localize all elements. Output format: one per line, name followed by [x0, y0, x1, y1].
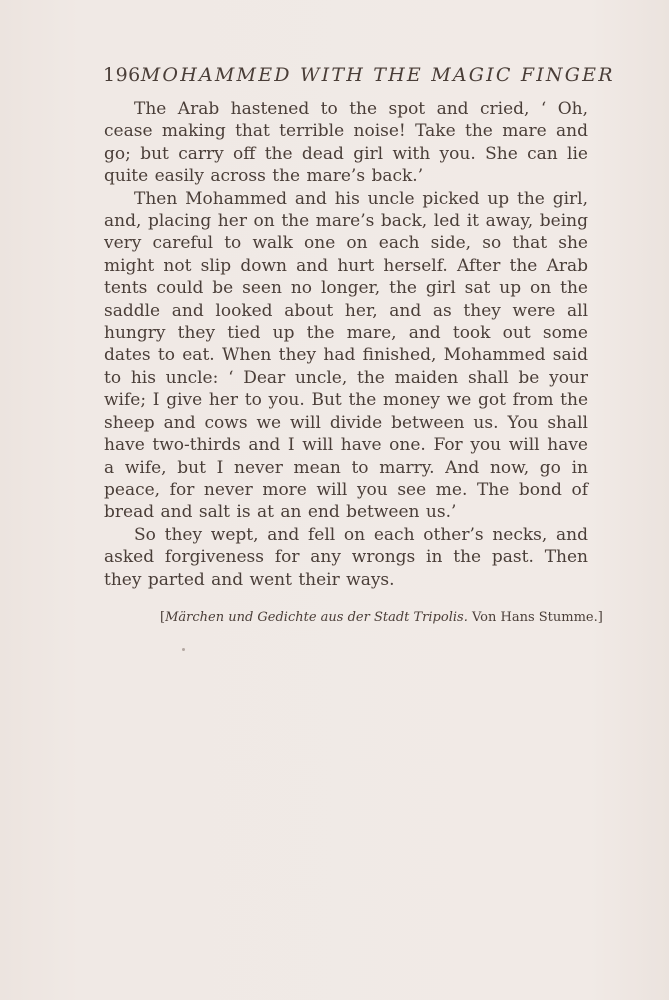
paragraph-1: The Arab hastened to the spot and cried, ‘ Oh, cease making that terrible noise! Take the mare and go; but carry off the dead girl with you. She can lie quite easily across the mare’s back.’: [104, 99, 588, 187]
page-number: 196: [103, 64, 141, 86]
story-text: [104, 98, 588, 591]
source-citation: [160, 610, 603, 625]
citation-author: Von Hans Stumme.]: [467, 610, 603, 625]
paragraph-2: Then Mohammed and his uncle picked up the girl, and, placing her on the mare’s back, led it away, being very careful to walk one on each side, so that she might not slip down and hurt herself. After the Arab tents could be seen no longer, the girl sat up on the saddle and looked about her, and as they were all hungry they tied up the mare, and took out some dates to eat. When they had finished, Mohammed said to his uncle: ‘ Dear uncle, the maiden shall be your wife; I give her to you. But the money we got from the sheep and cows we will divide between us. You shall have two-thirds and I will have one. For you will have a wife, but I never mean to marry. And now, go in peace, for never more will you see me. The bond of bread and salt is at an end between us.’: [104, 188, 588, 523]
ink-speck: [182, 648, 185, 651]
paragraph-3: So they wept, and fell on each other’s necks, and asked forgiveness for any wrongs in the past. Then they parted and went their ways.: [104, 524, 588, 590]
page-header: [103, 64, 615, 90]
running-title: MOHAMMED WITH THE MAGIC FINGER: [140, 64, 615, 86]
citation-open-bracket: [: [160, 610, 166, 625]
citation-source: Märchen und Gedichte aus der Stadt Tripolis.: [165, 610, 468, 625]
